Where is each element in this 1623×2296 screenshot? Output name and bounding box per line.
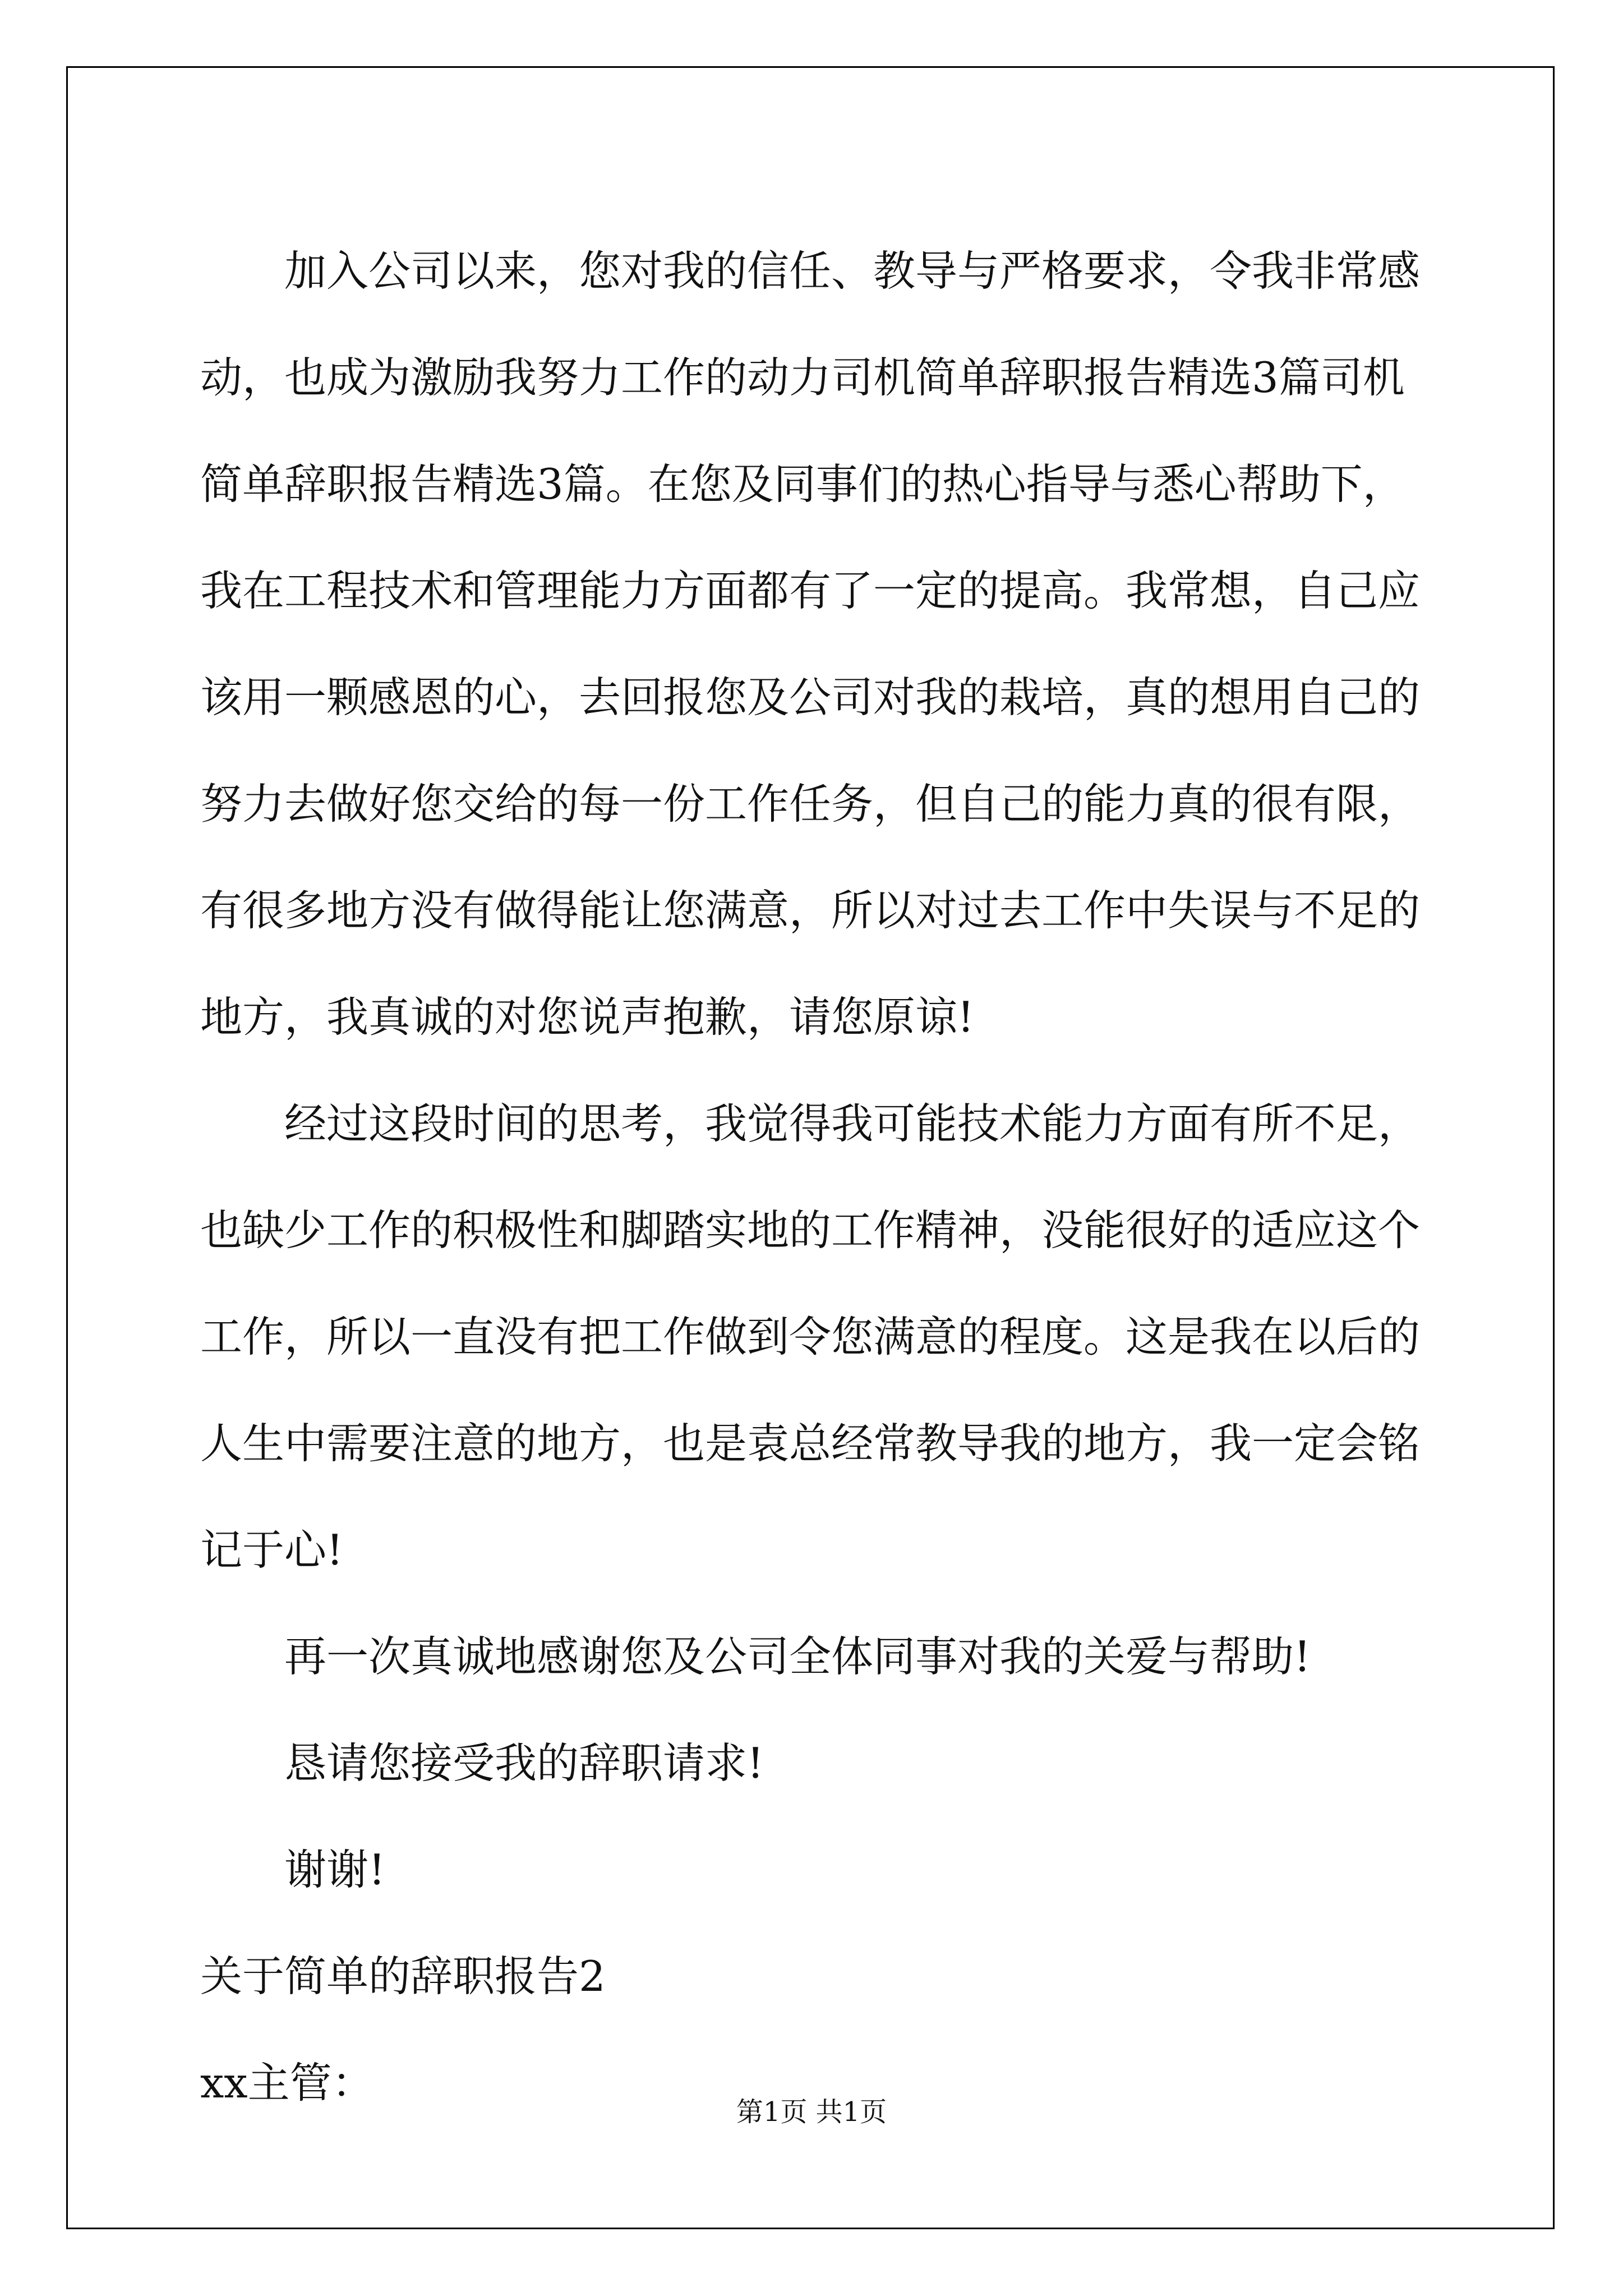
- paragraph-1: 加入公司以来，您对我的信任、教导与严格要求，令我非常感动，也成为激励我努力工作的动力司机简单辞职报告精选3篇司机简单辞职报告精选3篇。在您及同事们的热心指导与悉心帮助下，我在工程技术和管理能力方面都有了一定的提高。我常想，自己应该用一颗感恩的心，去回报您及公司对我的栽培，真的想用自己的努力去做好您交给的每一份工作任务，但自己的能力真的很有限，有很多地方没有做得能让您满意，所以对过去工作中失误与不足的地方，我真诚的对您说声抱歉，请您原谅!: [200, 246, 1421, 1042]
- paragraph-3: 再一次真诚地感谢您及公司全体同事对我的关爱与帮助!: [284, 1632, 1311, 1681]
- section-title: 关于简单的辞职报告2: [200, 1952, 606, 2001]
- salutation: xx主管：: [200, 2058, 374, 2108]
- paragraph-2: 经过这段时间的思考，我觉得我可能技术能力方面有所不足，也缺少工作的积极性和脚踏实地的工作精神，没能很好的适应这个工作，所以一直没有把工作做到令您满意的程度。这是我在以后的人生中需要注意的地方，也是袁总经常教导我的地方，我一定会铭记于心!: [200, 1099, 1421, 1575]
- page-footer: 第1页 共1页: [736, 2096, 887, 2128]
- paragraph-5: 谢谢!: [284, 1845, 386, 1894]
- paragraph-4: 恳请您接受我的辞职请求!: [284, 1738, 764, 1788]
- document-body: [200, 218, 1428, 2136]
